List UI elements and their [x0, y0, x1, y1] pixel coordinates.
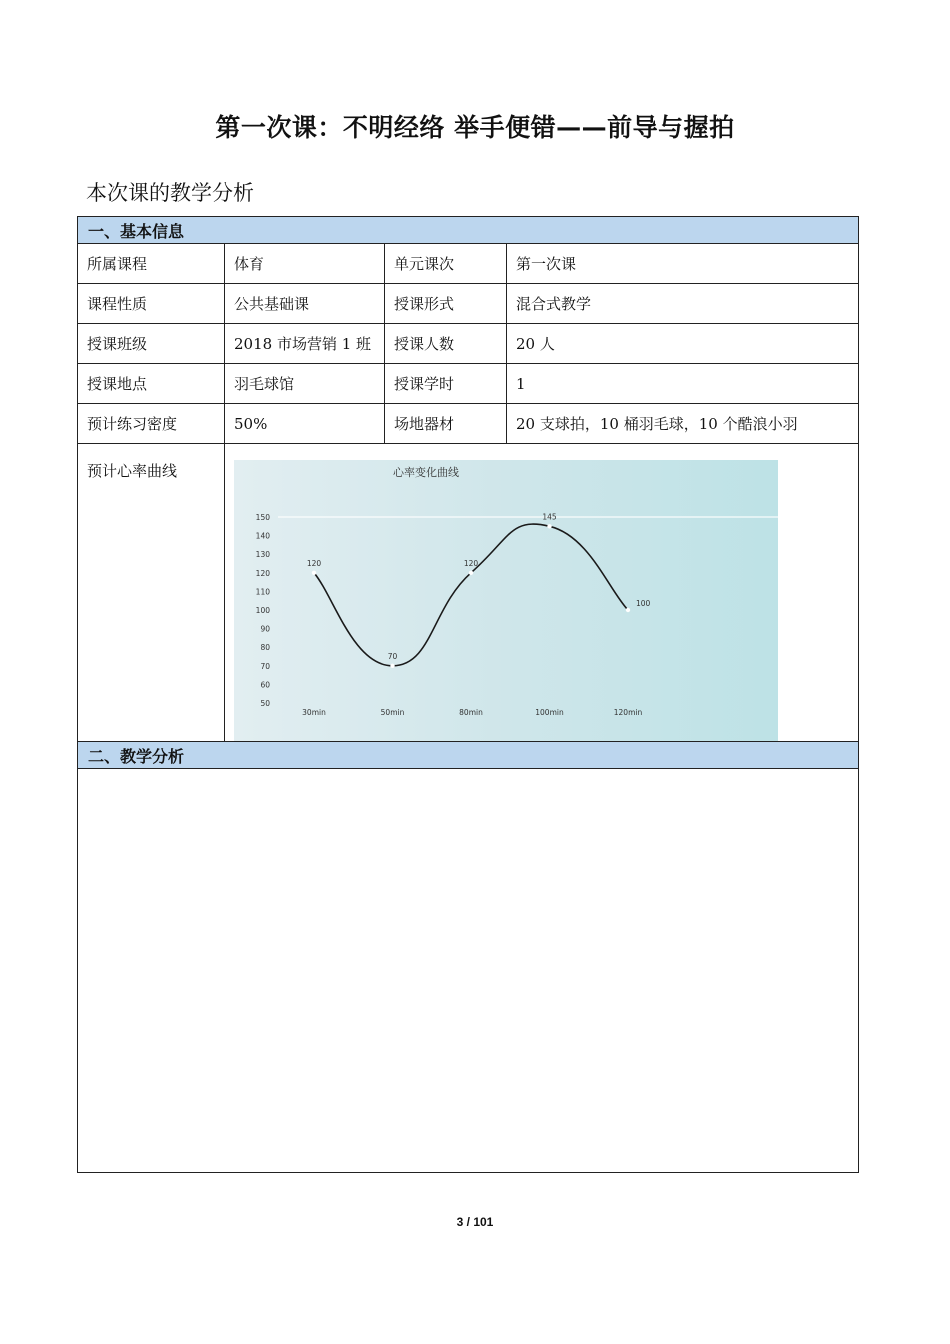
table-row — [78, 404, 859, 444]
basic-info-header-row — [78, 217, 859, 244]
field-label: 授课学时 — [385, 364, 507, 404]
data-label: 120 — [306, 558, 322, 568]
data-label: 120 — [463, 558, 479, 568]
data-label: 145 — [542, 512, 557, 522]
chart-label: 预计心率曲线 — [78, 444, 225, 742]
section-heading: 本次课的教学分析 — [86, 181, 254, 205]
field-value: 公共基础课 — [225, 284, 385, 324]
x-tick-label: 120min — [613, 708, 643, 717]
series-line — [314, 524, 628, 666]
field-value: 体育 — [225, 244, 385, 284]
y-tick-label: 50 — [260, 699, 270, 708]
field-value: 20 人 — [507, 324, 859, 364]
data-point — [626, 608, 630, 612]
y-tick-label: 60 — [260, 680, 270, 690]
field-label: 所属课程 — [78, 244, 225, 284]
field-value: 第一次课 — [507, 244, 859, 284]
field-value: 20 支球拍，10 桶羽毛球，10 个酷浪小羽 — [507, 404, 859, 444]
field-value: 1 — [507, 364, 859, 404]
heart-rate-chart-svg — [234, 460, 778, 741]
teaching-analysis-header-row — [78, 742, 859, 769]
table-row — [78, 364, 859, 404]
x-tick-label: 80min — [459, 708, 483, 717]
field-value: 羽毛球馆 — [225, 364, 385, 404]
data-point — [390, 664, 394, 668]
data-label: 100 — [636, 599, 651, 608]
teaching-analysis-body — [78, 769, 859, 1173]
chart-cell — [225, 444, 859, 742]
field-value: 混合式教学 — [507, 284, 859, 324]
basic-info-header: 一、基本信息 — [78, 217, 859, 244]
table-row — [78, 244, 859, 284]
field-label: 预计练习密度 — [78, 404, 225, 444]
field-label: 授课人数 — [385, 324, 507, 364]
chart-title: 心率变化曲线 — [393, 466, 459, 479]
y-tick-label: 140 — [255, 531, 270, 541]
y-tick-label: 90 — [260, 624, 270, 634]
heart-rate-chart — [234, 460, 778, 741]
y-tick-label: 130 — [255, 550, 270, 560]
y-tick-label: 110 — [255, 587, 270, 597]
data-label: 70 — [387, 651, 398, 661]
field-label: 授课地点 — [78, 364, 225, 404]
data-point — [312, 571, 316, 575]
field-value: 50% — [225, 404, 385, 444]
x-tick-label: 100min — [535, 708, 564, 717]
page-title: 第一次课：不明经络 举手便错——前导与握拍 — [215, 113, 735, 142]
field-label: 场地器材 — [385, 404, 507, 444]
field-label: 授课班级 — [78, 324, 225, 364]
data-point — [469, 571, 473, 575]
y-tick-label: 80 — [260, 643, 270, 653]
data-point — [547, 524, 551, 528]
lesson-info-table — [77, 216, 859, 1173]
x-tick-label: 30min — [302, 708, 326, 717]
chart-row — [78, 444, 859, 742]
teaching-analysis-body-row — [78, 769, 859, 1173]
table-row — [78, 284, 859, 324]
y-tick-label: 70 — [260, 661, 270, 671]
field-label: 单元课次 — [385, 244, 507, 284]
teaching-analysis-header: 二、教学分析 — [78, 742, 859, 769]
field-value: 2018 市场营销 1 班 — [225, 324, 385, 364]
field-label: 授课形式 — [385, 284, 507, 324]
table-row — [78, 324, 859, 364]
x-tick-label: 50min — [380, 708, 405, 717]
y-tick-label: 100 — [255, 606, 270, 615]
y-tick-label: 120 — [255, 568, 270, 578]
page-number: 3 / 101 — [456, 1215, 494, 1229]
y-tick-label: 150 — [255, 513, 270, 522]
field-label: 课程性质 — [78, 284, 225, 324]
